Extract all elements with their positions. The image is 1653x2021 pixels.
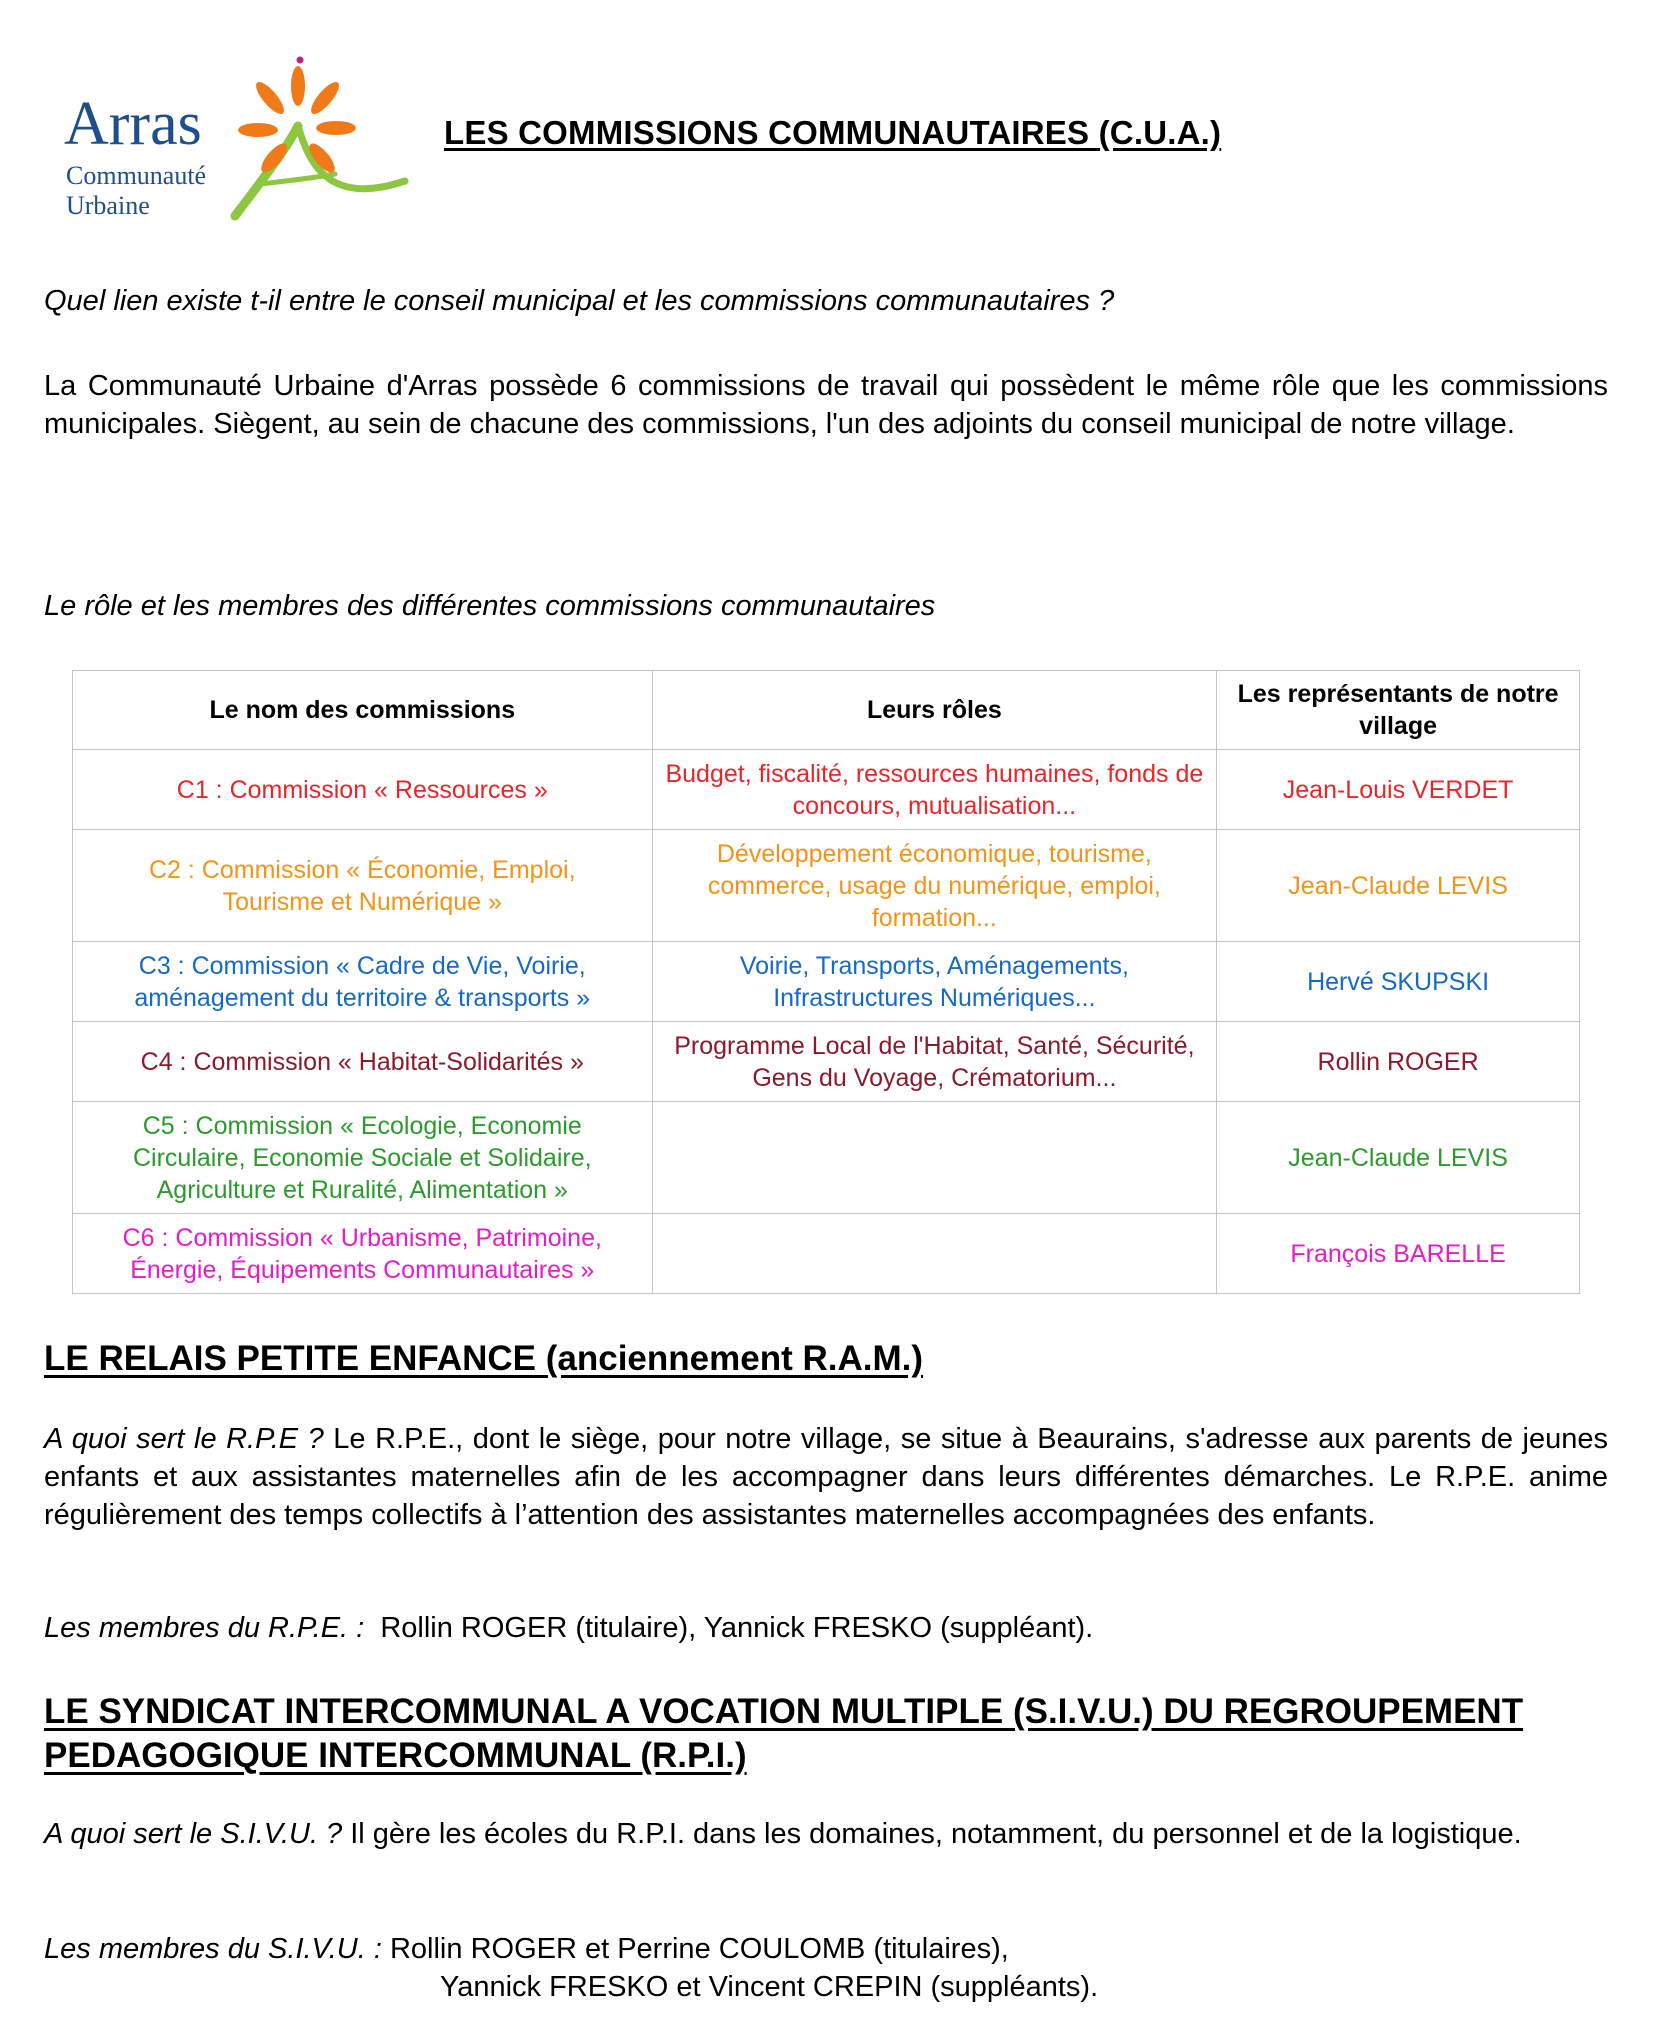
rpe-members	[44, 1612, 1093, 1645]
commissions-table	[72, 670, 1580, 1294]
arras-flower-icon	[60, 56, 410, 256]
logo-text-arras: Arras	[64, 90, 202, 158]
question-cua-link: Quel lien existe t-il entre le conseil municipal et les commissions communautaires ?	[44, 285, 1115, 317]
paragraph-sivu	[44, 1815, 1608, 1853]
commission-representative: Hervé SKUPSKI	[1217, 942, 1580, 1022]
sivu-members-label: Les membres du S.I.V.U. :	[44, 1933, 382, 1965]
table-row	[73, 942, 1580, 1022]
column-header-roles: Leurs rôles	[652, 671, 1217, 750]
commission-name: C6 : Commission « Urbanisme, Patrimoine, Énergie, Équipements Communautaires »	[73, 1214, 653, 1294]
heading-rpe: LE RELAIS PETITE ENFANCE (anciennement R.A.M.)	[44, 1339, 923, 1378]
commission-representative: Jean-Claude LEVIS	[1217, 1102, 1580, 1214]
rpe-members-names: Rollin ROGER (titulaire), Yannick FRESKO (suppléant).	[364, 1612, 1094, 1644]
paragraph-rpe	[44, 1420, 1608, 1534]
commission-name: C5 : Commission « Ecologie, Economie Circulaire, Economie Sociale et Solidaire, Agriculture et Ruralité, Alimentation »	[73, 1102, 653, 1214]
commission-role	[652, 1102, 1217, 1214]
rpe-text: Le R.P.E., dont le siège, pour notre village, se situe à Beaurains, s'adresse aux parents de jeunes enfants et aux assistantes maternelles afin de les accompagner dans leurs différentes démarches. Le R.P.E. anime régulièrement des temps collectifs à l’attention des assistantes maternelles accompagnées des enfants.	[44, 1423, 1608, 1531]
sivu-members	[44, 1933, 1009, 1966]
commission-role: Budget, fiscalité, ressources humaines, fonds de concours, mutualisation...	[652, 750, 1217, 830]
logo-text-communaute: Communauté	[66, 161, 207, 190]
commission-representative: Rollin ROGER	[1217, 1022, 1580, 1102]
sivu-members-line1: Rollin ROGER et Perrine COULOMB (titulaires),	[381, 1933, 1009, 1965]
sivu-members-line2: Yannick FRESKO et Vincent CREPIN (suppléants).	[440, 1971, 1099, 2003]
commission-name: C1 : Commission « Ressources »	[73, 750, 653, 830]
heading-sivu: LE SYNDICAT INTERCOMMUNAL A VOCATION MULTIPLE (S.I.V.U.) DU REGROUPEMENT PEDAGOGIQUE INTERCOMMUNAL (R.P.I.)	[44, 1692, 1524, 1775]
sivu-question: A quoi sert le S.I.V.U. ?	[44, 1818, 343, 1850]
table-row	[73, 1022, 1580, 1102]
table-row	[73, 1102, 1580, 1214]
commission-role	[652, 1214, 1217, 1294]
question-commissions-roles: Le rôle et les membres des différentes commissions communautaires	[44, 590, 936, 622]
commission-name: C4 : Commission « Habitat-Solidarités »	[73, 1022, 653, 1102]
table-header-row	[73, 671, 1580, 750]
table-row	[73, 1214, 1580, 1294]
commission-name: C3 : Commission « Cadre de Vie, Voirie, aménagement du territoire & transports »	[73, 942, 653, 1022]
commission-role: Programme Local de l'Habitat, Santé, Sécurité, Gens du Voyage, Crématorium...	[652, 1022, 1217, 1102]
page-title: LES COMMISSIONS COMMUNAUTAIRES (C.U.A.)	[444, 114, 1222, 151]
commission-representative: Jean-Louis VERDET	[1217, 750, 1580, 830]
commission-representative: Jean-Claude LEVIS	[1217, 830, 1580, 942]
commission-name: C2 : Commission « Économie, Emploi, Tourisme et Numérique »	[73, 830, 653, 942]
column-header-name: Le nom des commissions	[73, 671, 653, 750]
commission-role: Développement économique, tourisme, commerce, usage du numérique, emploi, formation...	[652, 830, 1217, 942]
table-row	[73, 830, 1580, 942]
commission-representative: François BARELLE	[1217, 1214, 1580, 1294]
commission-role: Voirie, Transports, Aménagements, Infrastructures Numériques...	[652, 942, 1217, 1022]
rpe-question: A quoi sert le R.P.E ?	[44, 1423, 324, 1455]
column-header-representatives: Les représentants de notre village	[1217, 671, 1580, 750]
arras-logo	[60, 56, 410, 256]
paragraph-cua-intro: La Communauté Urbaine d'Arras possède 6 commissions de travail qui possèdent le même rôle que les commissions municipales. Siègent, au sein de chacune des commissions, l'un des adjoints du conseil municipal de notre village.	[44, 370, 1608, 440]
table-row	[73, 750, 1580, 830]
sivu-text: Il gère les écoles du R.P.I. dans les domaines, notamment, du personnel et de la logistique.	[342, 1818, 1522, 1850]
logo-text-urbaine: Urbaine	[66, 191, 150, 220]
rpe-members-label: Les membres du R.P.E. :	[44, 1612, 365, 1644]
